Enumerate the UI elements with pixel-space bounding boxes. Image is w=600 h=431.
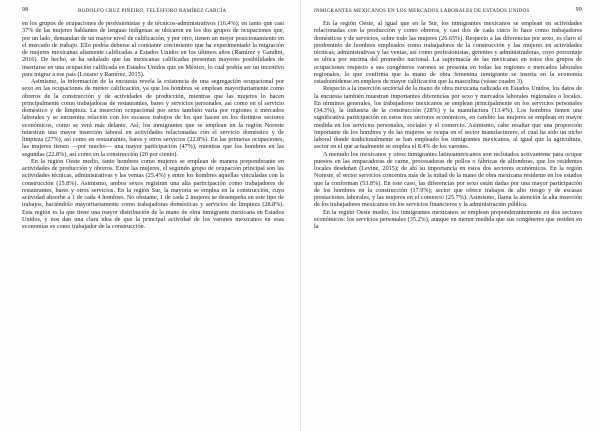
right-page-header [314,7,582,17]
left-page-number: 98 [22,7,29,13]
right-page [300,0,600,431]
right-page-body [314,20,582,230]
left-running-head: RODOLFO CRUZ PIÑEIRO, TELÉSFORO RAMÍREZ GARCÍA [78,7,227,14]
paragraph: En la región Oeste, al igual que en la Sur, los inmigrantes mexicanos se emplean en actividades relacionadas con la producción y como obreros, y casi dos de cada cinco lo hace como trabajadores domésticos y de servicios, sobre todo las mujeres (26.65%). Respecto a las diferencias por sexo, es claro el predominio de hombres empleados como trabajadores de la construcción y las mujeres en actividades técnicas, administrativas y las ventas, así como profesionistas, gerentes y administradoras, cuyo porcentaje se ubica por encima del promedio nacional. La supremacía de las mexicanas en estos dos grupos de ocupaciones respecto a sus congéneres varones se presenta en todas las regiones o mercados laborales regionales, lo que confirma que la mano de obra femenina inmigrante se inserta en la economía estadounidense en empleos de mayor calificación que la masculina (véase cuadro 3). [314,20,582,85]
left-page-body [22,20,284,230]
left-page-header [22,7,284,17]
paragraph: Respecto a la inserción sectorial de la mano de obra mexicana radicada en Estados Unidos, los datos de la encuesta también muestran importantes diferencias por sexo y mercados laborales regionales o locales. En términos generales, los trabajadores mexicanos se emplean principalmente en los servicios personales (34.3%), la industria de la construcción (28%) y la manufactura (13.4%). Los hombres tienen una significativa participación en estos tres sectores económicos, en cambio las mujeres se emplean en mayor medida en los servicios personales, sociales y el comercio. Asimismo, cabe resaltar que una proporción importante de los hombres y de las mujeres se ocupa en el sector manufacturero, el cual ha sido un nicho laboral donde tradicionalmente se han empleado los inmigrantes mexicanos, al igual que la agricultura, sector en el que actualmente se emplea el 8.4% de los varones. [314,85,582,151]
paragraph: en los grupos de ocupaciones de profesionistas y de técnicos-administrativos (16.4%); en tanto que casi 37% de las mujeres hablantes de lenguas indígenas se ubicaron en los dos grupos de ocupaciones que, por un lado, demandan de un mayor nivel de calificación, y por otro, tienen un mejor posicionamiento en el mercado de trabajo. Ello podría deberse al constante crecimiento que ha experimentado la migración de mujeres mexicanas altamente calificadas a Estados Unidos en los últimos años (Ramírez y Gandini, 2016). De hecho, se ha señalado que las mexicanas calificadas presentan mayores posibilidades de insertarse en una ocupación calificada en Estados Unidos que en México, lo cual podría ser un incentivo para migrar a ese país (Lozano y Ramírez, 2015). [22,20,284,78]
right-page-number: 99 [575,7,582,13]
paragraph: En la región Oeste medio, los inmigrantes mexicanos se emplean preponderantemente en dos sectores económicos: los servicios personales (35.2%), aunque en menor medida que sus congéneres que residen en la [314,208,582,230]
paragraph: En la región Oeste medio, tanto hombres como mujeres se emplean de manera preponderante en actividades de producción y obreros. Entre las mujeres, el segundo grupo de ocupación principal son las actividades técnicas, administrativas y las ventas (25.4%) y entre los hombres aquellas vinculadas con la construcción (15.8%). Asimismo, ambos sexos registran una alta participación como trabajadores de restaurantes, bares y otros servicios. En la región Sur, la mayoría se emplea en la construcción, cuya actividad absorbe a 1 de cada 4 hombres. No obstante, 1 de cada 2 mujeres se desempeña en este tipo de trabajos, haciéndolo mayoritariamente como trabajadoras domésticas y servicios de limpieza (28.8%). Esta región es la que tiene una mayor distribución de la mano de obra inmigrante mexicana en Estados Unidos, y nos dan una clara idea de que la principal actividad de los varones mexicanos en esas economías es como trabajador de la construcción. [22,157,284,230]
right-running-head: INMIGRANTES MEXICANOS EN LOS MERCADOS LABORALES DE ESTADOS UNIDOS [314,7,530,14]
paragraph: Asimismo, la información de la encuesta revela la existencia de una segregación ocupacional por sexo en las ocupaciones de menor calificación, ya que los hombres se emplean mayoritariamente como obreros de la construcción y de actividades de producción, mientras que las mujeres lo hacen principalmente como trabajadoras de restaurantes, bares y servicios personales, así como en el servicio doméstico y de limpieza. La inserción ocupacional por sexo también varía por regiones o mercados laborales y se encuentra relación con los escasos trabajos de los que hacen en los distintos sectores económicos, como se verá más delante. Así, los inmigrantes que se emplean en la región Noreste muestran una mayor inserción laboral en actividades relacionadas con el servicio doméstico y de limpieza (27%), así como en restaurantes, bares y otros servicios (22.8%). En las primeras ocupaciones, las mujeres tienen —por mucho— una mayor participación (47%), mientras que los hombres en las segundas (22.8%), así como en la construcción (20 por ciento). [22,78,284,158]
paragraph: A menudo los mexicanos y otros inmigrantes latinoamericanos son reclutados activamente para ocupar puestos en las empacadoras de carne, procesadoras de pollos o fábricas de alfombras, que los residentes locales desdeñan (Levine, 2015); de ahí su importancia en estos dos sectores económicos. En la región Noreste, el sector servicios concentra más de la mitad de la mano de obra mexicana residente en los estados que la conforman (53.8%). En este caso, las diferencias por sexo están dadas por una mayor participación de los hombres en la construcción (17.9%); sector que ofrece trabajos de alto riesgo y de escasas prestaciones laborales, y las mujeres en el comercio (25.7%). Asimismo, llama la atención la alta inserción de los trabajadores mexicanos en los servicios financieros y la administración pública. [314,150,582,209]
